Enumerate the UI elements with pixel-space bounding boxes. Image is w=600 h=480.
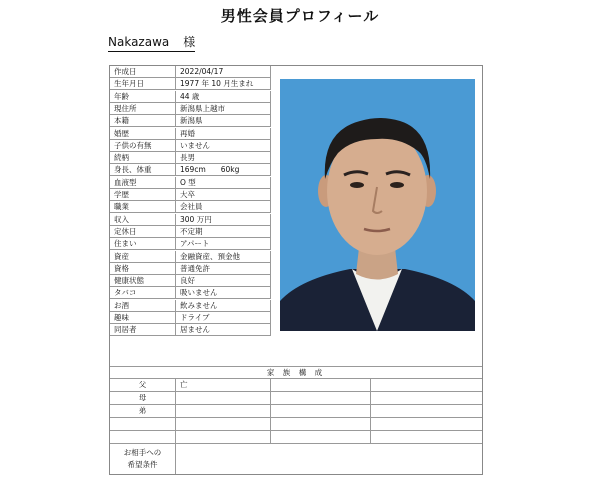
family-cell bbox=[271, 418, 371, 430]
profile-label: タバコ bbox=[110, 287, 176, 299]
profile-value: 再婚 bbox=[176, 128, 271, 140]
family-note bbox=[176, 392, 271, 404]
profile-value: 金融資産、預金他 bbox=[176, 251, 271, 263]
profile-value: 居ません bbox=[176, 324, 271, 336]
profile-label: 健康状態 bbox=[110, 275, 176, 287]
profile-value: 飲みません bbox=[176, 300, 271, 312]
profile-label: 婚歴 bbox=[110, 128, 176, 140]
profile-label: 定休日 bbox=[110, 226, 176, 238]
profile-label: 学歴 bbox=[110, 189, 176, 201]
profile-value: 新潟県 bbox=[176, 115, 271, 127]
profile-sheet bbox=[109, 65, 483, 475]
profile-value: いません bbox=[176, 140, 271, 152]
family-cell bbox=[271, 431, 371, 443]
profile-value: ドライブ bbox=[176, 312, 271, 324]
page-title: 男性会員プロフィール bbox=[220, 7, 380, 25]
family-cell bbox=[371, 392, 482, 404]
family-row bbox=[110, 379, 482, 392]
member-photo bbox=[280, 79, 475, 331]
family-relation bbox=[110, 418, 176, 430]
family-row bbox=[110, 418, 482, 431]
profile-value: 2022/04/17 bbox=[176, 66, 271, 78]
profile-label: 生年月日 bbox=[110, 78, 176, 90]
family-row bbox=[110, 405, 482, 418]
profile-value: 大卒 bbox=[176, 189, 271, 201]
profile-label: 子供の有無 bbox=[110, 140, 176, 152]
profile-label: 収入 bbox=[110, 214, 176, 226]
family-relation bbox=[110, 431, 176, 443]
family-cell bbox=[371, 431, 482, 443]
family-row bbox=[110, 431, 482, 444]
profile-value: 44 歳 bbox=[176, 91, 271, 103]
profile-label: 血液型 bbox=[110, 177, 176, 189]
wishes-label bbox=[110, 444, 176, 474]
family-cell bbox=[371, 405, 482, 417]
family-cell bbox=[271, 379, 371, 391]
family-cell bbox=[271, 392, 371, 404]
profile-label: 年齢 bbox=[110, 91, 176, 103]
profile-label: 同居者 bbox=[110, 324, 176, 336]
wishes-label-line2: 希望条件 bbox=[127, 460, 158, 469]
family-row bbox=[110, 392, 482, 405]
profile-value: 普通免許 bbox=[176, 263, 271, 275]
profile-value: 良好 bbox=[176, 275, 271, 287]
profile-value: 長男 bbox=[176, 152, 271, 164]
profile-label: 資格 bbox=[110, 263, 176, 275]
profile-label: 職業 bbox=[110, 201, 176, 213]
family-relation: 弟 bbox=[110, 405, 176, 417]
family-cell bbox=[371, 418, 482, 430]
family-relation: 父 bbox=[110, 379, 176, 391]
family-heading: 家 族 構 成 bbox=[110, 366, 482, 379]
member-honorific: 様 bbox=[183, 35, 196, 49]
profile-label: 身長、体重 bbox=[110, 164, 176, 176]
profile-value: 1977 年 10 月生まれ bbox=[176, 78, 271, 90]
profile-label: 趣味 bbox=[110, 312, 176, 324]
profile-value: 不定期 bbox=[176, 226, 271, 238]
family-note bbox=[176, 431, 271, 443]
portrait-image bbox=[280, 79, 475, 331]
wishes-label-line1: お相手への bbox=[123, 448, 162, 457]
profile-label: お酒 bbox=[110, 300, 176, 312]
profile-value: 会社員 bbox=[176, 201, 271, 213]
profile-label: 続柄 bbox=[110, 152, 176, 164]
profile-label: 現住所 bbox=[110, 103, 176, 115]
profile-value: 300 万円 bbox=[176, 214, 271, 226]
family-note bbox=[176, 405, 271, 417]
profile-label: 作成日 bbox=[110, 66, 176, 78]
family-cell bbox=[371, 379, 482, 391]
family-note bbox=[176, 418, 271, 430]
profile-label: 本籍 bbox=[110, 115, 176, 127]
family-cell bbox=[271, 405, 371, 417]
profile-value: 吸いません bbox=[176, 287, 271, 299]
family-relation: 母 bbox=[110, 392, 176, 404]
member-name bbox=[108, 33, 195, 52]
profile-value: 新潟県上越市 bbox=[176, 103, 271, 115]
profile-value: アパート bbox=[176, 238, 271, 250]
family-note: 亡 bbox=[176, 379, 271, 391]
profile-label: 住まい bbox=[110, 238, 176, 250]
profile-value: 169cm 60kg bbox=[176, 164, 271, 176]
profile-label: 資産 bbox=[110, 251, 176, 263]
member-name-text: Nakazawa bbox=[108, 35, 170, 49]
profile-value: O 型 bbox=[176, 177, 271, 189]
